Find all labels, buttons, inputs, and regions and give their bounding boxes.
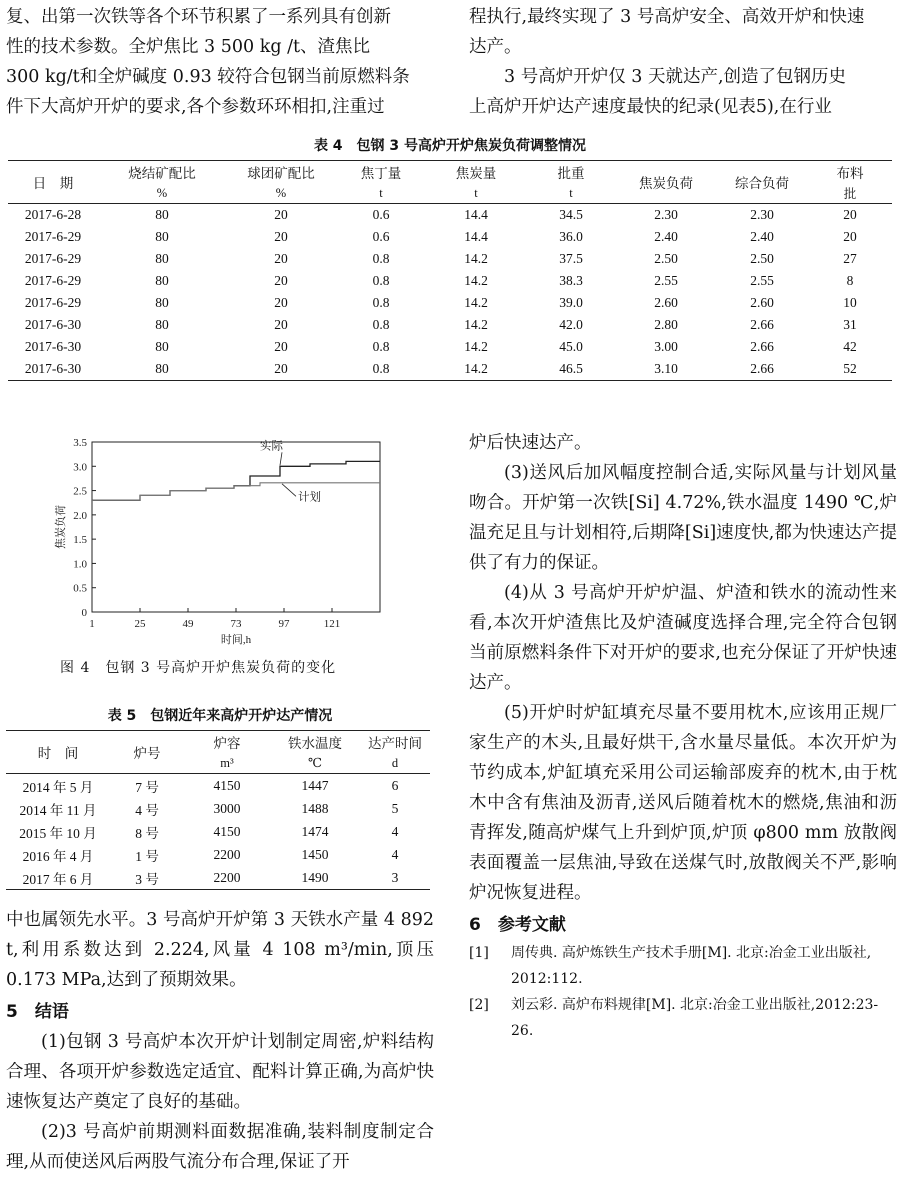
table4-cell: 80 — [155, 251, 169, 266]
table4-cell: 2017-6-30 — [24, 339, 82, 354]
paragraph: 炉后快速达产。 — [469, 433, 592, 453]
table4-cell: 20 — [274, 339, 288, 354]
table4-cell: 20 — [274, 361, 288, 376]
table4-unit: t — [474, 185, 478, 200]
table5 — [6, 730, 430, 890]
x-axis-label: 时间,h — [220, 634, 252, 646]
table4-cell: 2.30 — [654, 207, 678, 222]
table5-row — [6, 820, 430, 843]
reference-text: 周传典. 高炉炼铁生产技术手册[M]. 北京:冶金工业出版社, 2012:112. — [511, 945, 872, 987]
x-tick-label: 25 — [134, 618, 146, 630]
right-column-text — [469, 428, 897, 1044]
table4-cell: 2.55 — [654, 273, 678, 288]
table5-cell: 4150 — [213, 823, 241, 839]
table5-header: 达产时间 — [368, 736, 422, 751]
table4-cell: 36.0 — [559, 229, 583, 244]
table5-caption: 表 5 包钢近年来高炉开炉达产情况 — [107, 708, 333, 724]
table4-cell: 37.5 — [559, 251, 583, 266]
table5-header: 炉号 — [133, 746, 161, 761]
table5-cell: 2200 — [213, 846, 241, 862]
x-tick-label: 1 — [89, 618, 95, 630]
table4-cell: 0.8 — [372, 295, 390, 310]
x-tick-label: 97 — [278, 618, 290, 630]
y-tick-label: 3.5 — [73, 437, 87, 449]
table4-cell: 14.2 — [464, 361, 488, 376]
table4-cell: 2.50 — [654, 251, 678, 266]
table5-cell: 2015 年 10 月 — [19, 825, 97, 841]
table4-cell: 2.66 — [750, 317, 774, 332]
table4-cell: 31 — [843, 317, 857, 332]
text-line: 上高炉开炉达产速度最快的纪录(见表5),在行业 — [469, 97, 832, 117]
table4-cell: 27 — [843, 251, 857, 266]
table4-cell: 2.40 — [750, 229, 774, 244]
table5-cell: 2200 — [213, 869, 241, 885]
top-left-text — [6, 2, 434, 122]
figure4-caption: 图 4 包钢 3 号高炉开炉焦炭负荷的变化 — [60, 660, 337, 676]
table4-cell: 20 — [274, 229, 288, 244]
table4-cell: 14.2 — [464, 339, 488, 354]
table5-unit: ℃ — [308, 756, 322, 770]
table4-header: 球团矿配比 — [247, 166, 315, 181]
plot-frame — [92, 442, 380, 612]
y-tick-label: 3.0 — [73, 461, 87, 474]
table4-cell: 42.0 — [559, 317, 583, 332]
table5-cell: 2014 年 11 月 — [19, 802, 97, 818]
table4-cell: 45.0 — [559, 339, 583, 354]
y-tick-label: 1.0 — [73, 558, 87, 571]
text-line: 3 号高炉开炉仅 3 天就达产,创造了包钢历史 — [504, 67, 847, 87]
y-tick-label: 1.5 — [73, 534, 87, 547]
table4-cell: 14.2 — [464, 251, 488, 266]
table4-cell: 2.30 — [750, 207, 774, 222]
section-heading: 5 结语 — [6, 1002, 69, 1022]
table4-cell: 2017-6-30 — [24, 361, 82, 376]
table4-cell: 20 — [843, 229, 857, 244]
table4 — [8, 160, 892, 381]
series-line-actual — [92, 461, 380, 500]
table5-row — [6, 866, 430, 890]
table4-cell: 10 — [843, 295, 857, 310]
text-line: 300 kg/t和全炉碱度 0.93 较符合包钢当前原燃料条 — [6, 67, 410, 87]
table4-row — [8, 226, 892, 248]
table4-cell: 34.5 — [559, 207, 583, 222]
table4-cell: 2.60 — [750, 295, 774, 310]
table4-cell: 80 — [155, 339, 169, 354]
table4-cell: 39.0 — [559, 295, 583, 310]
paragraph: (4)从 3 号高炉开炉炉温、炉渣和铁水的流动性来看,本次开炉渣焦比及炉渣碱度选择合理,完全符合包钢当前原燃料条件下对开炉的要求,也充分保证了开炉快速达产。 — [469, 583, 897, 693]
table5-cell: 1488 — [301, 800, 329, 816]
table4-cell: 80 — [155, 361, 169, 376]
table4-unit: % — [275, 185, 287, 200]
table5-cell: 4 — [391, 846, 399, 862]
table4-cell: 80 — [155, 229, 169, 244]
table4-unit: t — [379, 185, 383, 200]
table5-cell: 8 号 — [135, 825, 159, 841]
table4-cell: 14.2 — [464, 317, 488, 332]
paragraph: (3)送风后加风幅度控制合适,实际风量与计划风量吻合。开炉第一次铁[Si] 4.72%,铁水温度 1490 ℃,炉温充足且与计划相符,后期降[Si]速度快,都为快速达产提供了有力的保证。 — [469, 463, 897, 573]
y-tick-label: 0 — [81, 607, 87, 619]
table4-cell: 80 — [155, 317, 169, 332]
paragraph: (1)包钢 3 号高炉本次开炉计划制定周密,炉料结构合理、各项开炉参数选定适宜、配料计算正确,为高炉快速恢复达产奠定了良好的基础。 — [6, 1032, 434, 1112]
table4-header: 焦炭负荷 — [639, 176, 693, 191]
table5-cell: 1 号 — [135, 848, 159, 864]
table4-cell: 20 — [843, 207, 857, 222]
paragraph: (2)3 号高炉前期测料面数据准确,装料制度制定合理,从而使送风后两股气流分布合理,保证了开 — [6, 1122, 435, 1172]
table4-cell: 0.6 — [372, 207, 390, 222]
table4-cell: 0.8 — [372, 339, 390, 354]
table4-header: 综合负荷 — [735, 176, 789, 191]
table4-cell: 0.8 — [372, 317, 390, 332]
table4-row — [8, 314, 892, 336]
table5-cell: 1450 — [301, 846, 329, 862]
text-line: 复、出第一次铁等各个环节积累了一系列具有创新 — [6, 7, 391, 27]
table4-cell: 0.8 — [372, 251, 390, 266]
bottom-left-text — [6, 905, 434, 1177]
table4-cell: 80 — [155, 207, 169, 222]
figure4-chart — [40, 430, 420, 655]
series-label-actual: 实际 — [260, 440, 283, 453]
table4-cell: 2017-6-29 — [24, 251, 82, 266]
x-tick-label: 121 — [323, 618, 341, 630]
reference-number: [2] — [469, 997, 489, 1013]
table4-cell: 2.40 — [654, 229, 678, 244]
table5-cell: 5 — [391, 800, 399, 816]
table4-row — [8, 204, 892, 227]
section-heading: 6 参考文献 — [469, 915, 566, 935]
table5-header: 铁水温度 — [288, 736, 342, 751]
table4-cell: 2017-6-28 — [24, 207, 82, 222]
table4-cell: 3.10 — [654, 361, 678, 376]
annotation-leader — [282, 484, 296, 496]
table5-cell: 7 号 — [135, 779, 159, 795]
series-label-plan: 计划 — [298, 491, 321, 504]
table5-unit: m³ — [220, 755, 234, 770]
table4-unit: % — [156, 185, 168, 200]
annotation-leader — [280, 452, 282, 465]
text-line: 性的技术参数。全炉焦比 3 500 kg /t、渣焦比 — [6, 37, 371, 57]
table5-row — [6, 843, 430, 866]
table5-header: 炉容 — [213, 736, 241, 751]
table4-cell: 38.3 — [559, 273, 583, 288]
table4-cell: 2.60 — [654, 295, 678, 310]
table4-cell: 80 — [155, 295, 169, 310]
table4-cell: 20 — [274, 207, 288, 222]
table4-cell: 14.2 — [464, 273, 488, 288]
table4-unit: 批 — [843, 187, 857, 201]
text-line: 件下大高炉开炉的要求,各个参数环环相扣,注重过 — [6, 97, 385, 117]
table4-cell: 42 — [843, 339, 857, 354]
table5-header: 时 间 — [37, 746, 79, 761]
table4-row — [8, 248, 892, 270]
table4-header: 日 期 — [32, 176, 74, 191]
table5-cell: 3 号 — [135, 871, 159, 887]
text-line: 达产。 — [469, 37, 522, 57]
series-line-plan — [92, 483, 380, 504]
table4-cell: 80 — [155, 273, 169, 288]
table4-grid — [8, 160, 892, 381]
table4-cell: 20 — [274, 273, 288, 288]
table4-cell: 52 — [843, 361, 857, 376]
table5-row — [6, 797, 430, 820]
top-right-text — [469, 2, 897, 122]
table4-cell: 2.50 — [750, 251, 774, 266]
y-tick-label: 0.5 — [73, 582, 87, 595]
table4-cell: 2017-6-29 — [24, 229, 82, 244]
table4-cell: 2.66 — [750, 339, 774, 354]
table4-cell: 3.00 — [654, 339, 678, 354]
table4-header: 焦丁量 — [360, 166, 402, 181]
table5-cell: 4150 — [213, 777, 241, 793]
table4-cell: 0.6 — [372, 229, 390, 244]
table5-cell: 4 号 — [135, 802, 159, 818]
reference-item — [469, 992, 897, 1044]
table4-cell: 2.66 — [750, 361, 774, 376]
table5-cell: 6 — [391, 777, 399, 793]
table4-cell: 2.55 — [750, 273, 774, 288]
table4-cell: 20 — [274, 251, 288, 266]
table4-cell: 20 — [274, 317, 288, 332]
table4-cell: 46.5 — [559, 361, 583, 376]
table4-cell: 14.4 — [464, 207, 488, 222]
table5-cell: 1474 — [301, 823, 329, 839]
table5-unit: d — [391, 755, 399, 770]
text-line: 程执行,最终实现了 3 号高炉安全、高效开炉和快速 — [469, 7, 865, 27]
table5-cell: 4 — [391, 823, 399, 839]
table4-cell: 2017-6-29 — [24, 273, 82, 288]
table5-cell: 3000 — [213, 800, 241, 816]
table5-cell: 1490 — [301, 869, 329, 885]
table4-row — [8, 270, 892, 292]
y-tick-label: 2.5 — [73, 485, 87, 498]
table4-header: 焦炭量 — [455, 166, 497, 181]
table5-cell: 2017 年 6 月 — [22, 871, 94, 887]
x-tick-label: 49 — [182, 618, 194, 630]
table5-cell: 2014 年 5 月 — [22, 779, 94, 795]
table4-cell: 20 — [274, 295, 288, 310]
y-tick-label: 2.0 — [73, 509, 87, 522]
table4-header: 布料 — [836, 166, 864, 181]
table4-header: 烧结矿配比 — [128, 166, 196, 181]
table5-cell: 2016 年 4 月 — [22, 848, 94, 864]
table4-cell: 2017-6-30 — [24, 317, 82, 332]
paragraph: 中也属领先水平。3 号高炉开炉第 3 天铁水产量 4 892 t,利用系数达到 2.224,风量 4 108 m³/min,顶压 0.173 MPa,达到了预期效果。 — [6, 910, 434, 990]
table5-cell: 1447 — [301, 777, 329, 793]
reference-number: [1] — [469, 945, 489, 961]
paragraph: (5)开炉时炉缸填充尽量不要用枕木,应该用正规厂家生产的木头,且最好烘干,含水量尽量低。本次开炉为节约成本,炉缸填充采用公司运输部废弃的枕木,由于枕木中含有焦油及沥青,送风后随着枕木的燃烧,焦油和沥青挥发,随高炉煤气上升到炉顶,炉顶 φ800 mm 放散阀表面覆盖一层焦油,导致在送煤气时,放散阀关不严,影响炉况恢复进程。 — [469, 703, 897, 903]
table4-unit: t — [569, 185, 573, 200]
table4-header: 批重 — [557, 166, 585, 181]
table5-grid — [6, 730, 430, 890]
y-axis-label: 焦炭负荷 — [55, 505, 67, 549]
reference-item — [469, 940, 897, 992]
table4-cell: 0.8 — [372, 273, 390, 288]
table4-caption: 表 4 包钢 3 号高炉开炉焦炭负荷调整情况 — [313, 138, 587, 154]
table4-cell: 2.80 — [654, 317, 678, 332]
x-tick-label: 73 — [230, 618, 242, 630]
table4-cell: 14.4 — [464, 229, 488, 244]
table5-cell: 3 — [391, 869, 399, 885]
table4-cell: 14.2 — [464, 295, 488, 310]
table4-cell: 0.8 — [372, 361, 390, 376]
table4-cell: 2017-6-29 — [24, 295, 82, 310]
table5-row — [6, 774, 430, 798]
table4-cell: 8 — [846, 273, 854, 288]
table4-row — [8, 358, 892, 381]
table4-row — [8, 336, 892, 358]
table4-row — [8, 292, 892, 314]
reference-text: 刘云彩. 高炉布料规律[M]. 北京:冶金工业出版社,2012:23-26. — [511, 997, 879, 1039]
